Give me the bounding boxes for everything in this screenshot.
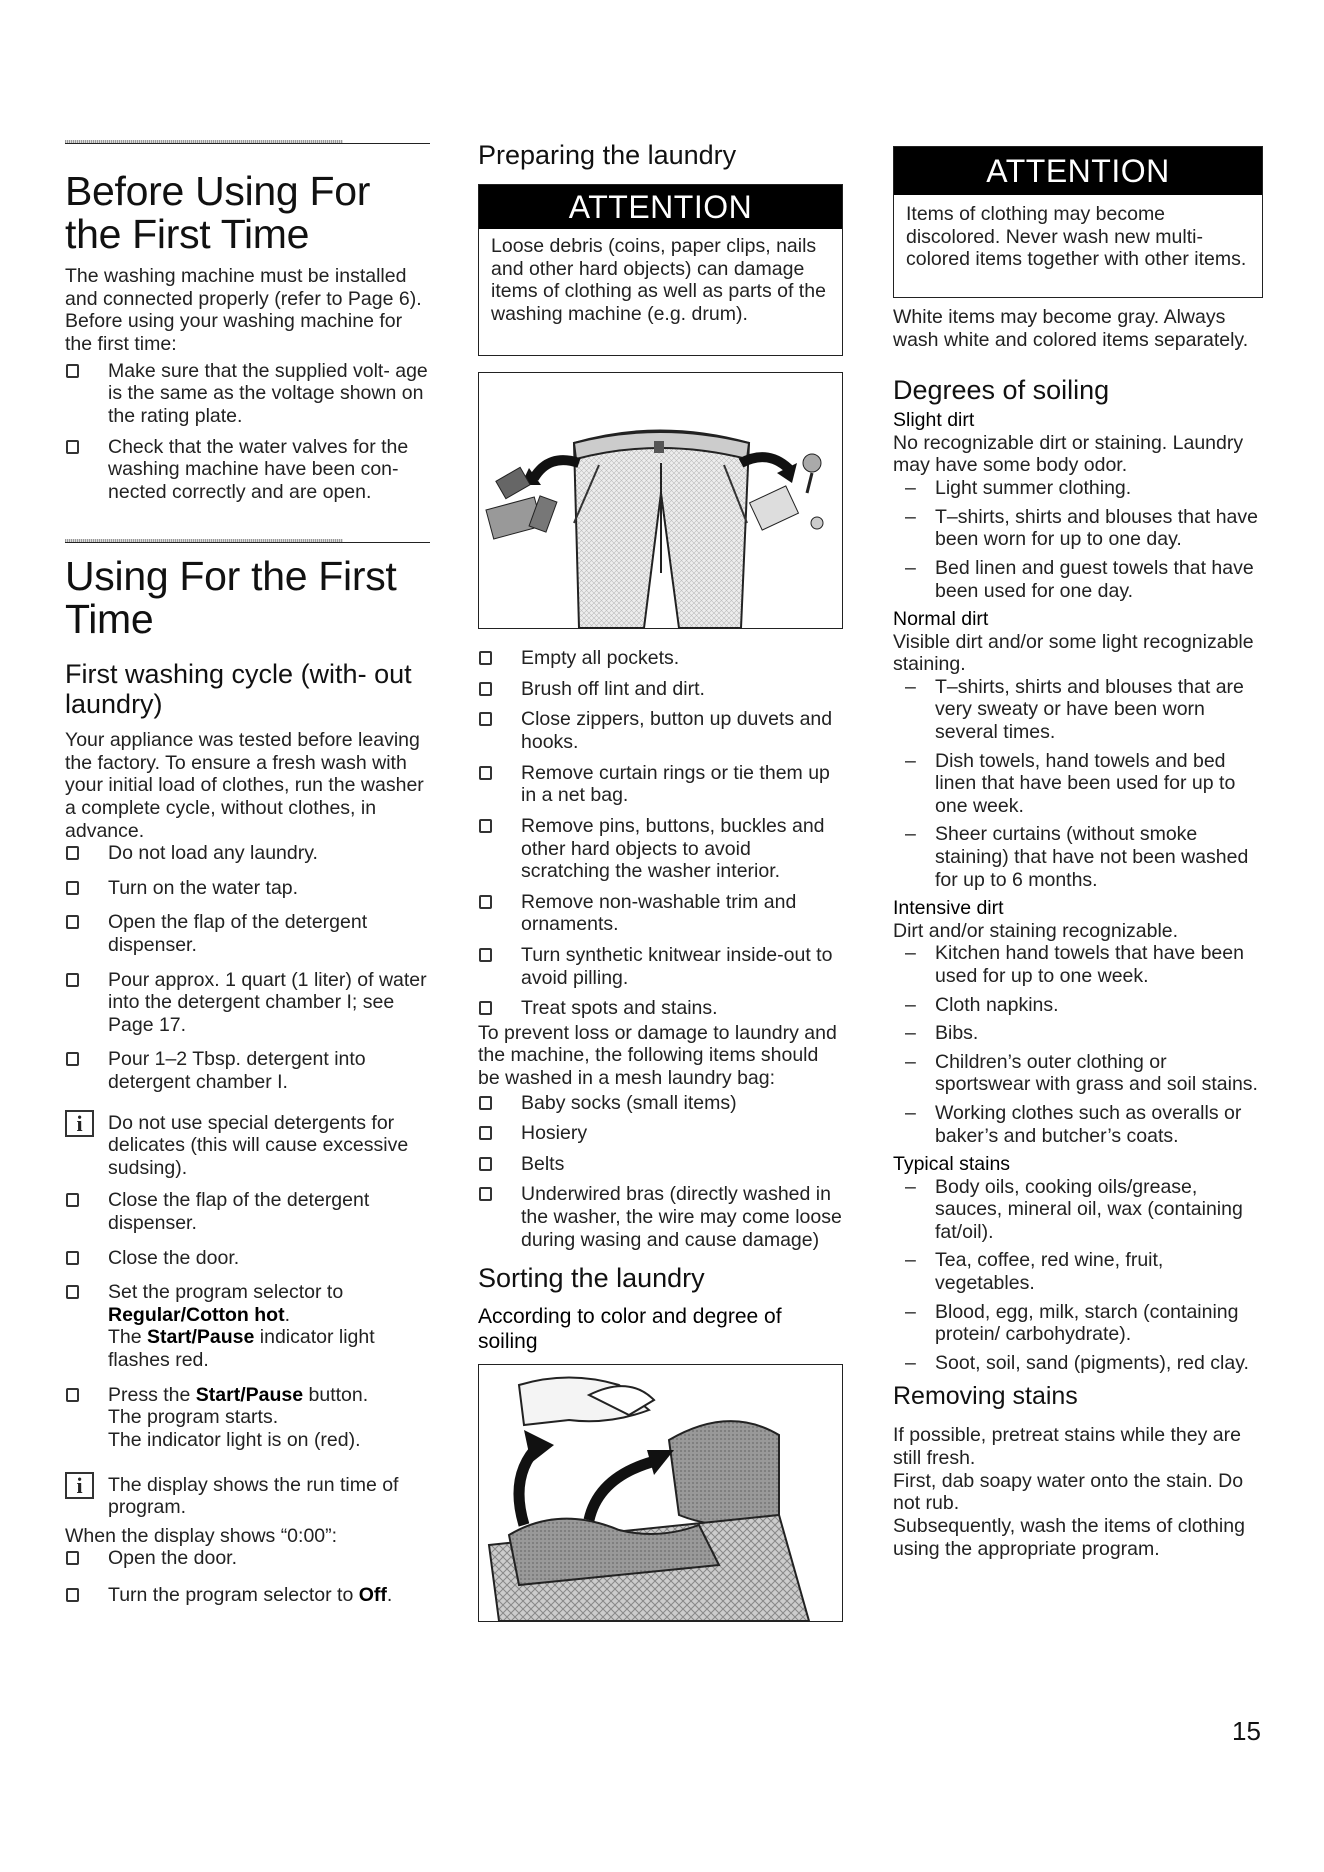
basket-illustration: [479, 1365, 842, 1621]
list-item: Remove pins, buttons, buckles and other hard objects to avoid scratching the washer interior.: [478, 815, 843, 883]
list-item: Hosiery: [478, 1122, 843, 1145]
list-item: Turn on the water tap.: [65, 877, 430, 900]
checkbox-icon: [66, 364, 79, 378]
checkbox-icon: [479, 819, 492, 833]
typical-list: [893, 1176, 1263, 1375]
checkbox-icon: [66, 846, 79, 860]
checkbox-icon: [66, 1193, 79, 1207]
checkbox-icon: [479, 1126, 492, 1140]
prep-list: [478, 647, 843, 1020]
degrees-title: Degrees of soiling: [893, 375, 1110, 406]
list-item: Check that the water valves for the washing machine have been con- nected correctly and are open.: [65, 436, 430, 504]
list-item: – T–shirts, shirts and blouses that are very sweaty or have been worn several times.: [905, 675, 1244, 743]
attention-header: ATTENTION: [894, 147, 1262, 195]
slight-paragraph: No recognizable dirt or staining. Laundry may have some body odor.: [893, 431, 1244, 477]
cycle-list-b: [65, 1189, 430, 1451]
checkbox-icon: [479, 1157, 492, 1171]
list-item: Turn synthetic knitwear inside-out to avoid pilling.: [478, 944, 843, 989]
section-rule: [65, 539, 430, 543]
list-item: – Light summer clothing.: [905, 477, 1132, 500]
info-icon: i: [65, 1110, 94, 1137]
list-item: Pour 1–2 Tbsp. detergent into detergent chamber I.: [65, 1048, 430, 1093]
section-rule: [65, 140, 430, 144]
list-item: Open the flap of the detergent dispenser.: [65, 911, 430, 956]
checkbox-icon: [479, 712, 492, 726]
list-item: Treat spots and stains.: [478, 997, 843, 1020]
checkbox-icon: [479, 1187, 492, 1201]
final-list: [65, 1547, 430, 1606]
attention-box: [478, 184, 843, 356]
list-item: – Soot, soil, sand (pigments), red clay.: [905, 1351, 1249, 1374]
checkbox-icon: [66, 881, 79, 895]
list-item: Belts: [478, 1153, 843, 1176]
before-paragraph-2: Before using your washing machine for the first time:: [65, 310, 403, 356]
cycle-paragraph: Your appliance was tested before leaving the factory. To ensure a fresh wash with your initial load of clothes, run the washer a complete cycle, without clothes, in advance.: [65, 729, 424, 842]
list-item: Baby socks (small items): [478, 1092, 843, 1115]
attention-text: Loose debris (coins, paper clips, nails and other hard objects) can damage items of clothing as well as parts of the washing machine (e.g. drum).: [491, 235, 826, 326]
checkbox-icon: [66, 973, 79, 987]
slight-list: [893, 477, 1263, 602]
typical-heading: Typical stains: [893, 1153, 1011, 1176]
checkbox-icon: [66, 1251, 79, 1265]
info-icon: i: [65, 1472, 94, 1499]
column-2: [478, 140, 843, 1622]
list-item: – Children’s outer clothing or sportswear with grass and soil stains.: [905, 1050, 1258, 1096]
normal-heading: Normal dirt: [893, 608, 989, 631]
checkbox-icon: [479, 1096, 492, 1110]
list-item: – Bibs.: [905, 1022, 979, 1045]
white-paragraph: White items may become gray. Always wash white and colored items separately.: [893, 306, 1249, 351]
cycle-list-a: [65, 842, 430, 1093]
list-item: – Kitchen hand towels that have been used for up to one week.: [905, 942, 1244, 987]
list-item: Pour approx. 1 quart (1 liter) of water into the detergent chamber I; see Page 17.: [65, 969, 430, 1037]
sort-subtitle: According to color and degree of soiling: [478, 1305, 782, 1353]
removing-paragraph-2: First, dab soapy water onto the stain. Do not rub.: [893, 1469, 1244, 1515]
pants-pockets-illustration: [478, 372, 843, 629]
checkbox-icon: [66, 1052, 79, 1066]
checkbox-icon: [479, 651, 492, 665]
list-item: – Cloth napkins.: [905, 993, 1059, 1016]
list-item: Turn the program selector to Off.: [65, 1584, 430, 1607]
before-list: [65, 360, 430, 504]
page-number: 15: [1232, 1716, 1261, 1746]
list-item: Close the door.: [65, 1247, 430, 1270]
checkbox-icon: [66, 1388, 79, 1402]
normal-paragraph: Visible dirt and/or some light recognizable staining.: [893, 630, 1254, 676]
laundry-basket-illustration: [478, 1364, 843, 1622]
list-item: Brush off lint and dirt.: [478, 678, 843, 701]
list-item: Underwired bras (directly washed in the washer, the wire may come loose during wasing and cause damage): [478, 1183, 843, 1251]
attention-text: Items of clothing may become discolored. Never wash new multi-colored items together with other items.: [906, 203, 1247, 271]
removing-paragraph-1: If possible, pretreat stains while they are still fresh.: [893, 1424, 1241, 1470]
cycle-title: First washing cycle (with- out laundry): [65, 658, 412, 719]
list-item: Make sure that the supplied volt- age is the same as the voltage shown on the rating plate.: [65, 360, 430, 428]
list-item: Open the door.: [65, 1547, 430, 1570]
list-item: Remove curtain rings or tie them up in a net bag.: [478, 762, 843, 807]
checkbox-icon: [479, 766, 492, 780]
attention-header: ATTENTION: [479, 185, 842, 229]
checkbox-icon: [479, 682, 492, 696]
list-item: Close the flap of the detergent dispenser.: [65, 1189, 430, 1234]
checkbox-icon: [479, 895, 492, 909]
checkbox-icon: [66, 1551, 79, 1565]
normal-list: [893, 676, 1263, 891]
before-paragraph-1: The washing machine must be installed and connected properly (refer to Page 6).: [65, 265, 422, 310]
list-item: – T–shirts, shirts and blouses that have been worn for up to one day.: [905, 505, 1258, 551]
list-item: – Blood, egg, milk, starch (containing protein/ carbohydrate).: [905, 1300, 1239, 1346]
info-note: i The display shows the run time of program.: [65, 1474, 430, 1519]
list-item: Empty all pockets.: [478, 647, 843, 670]
list-item: – Body oils, cooking oils/grease, sauces, mineral oil, wax (containing fat/oil).: [905, 1175, 1243, 1243]
sort-title: Sorting the laundry: [478, 1263, 705, 1294]
list-item: – Working clothes such as overalls or baker’s and butcher’s coats.: [905, 1101, 1242, 1147]
when-text: When the display shows “0:00”:: [65, 1524, 338, 1547]
intensive-heading: Intensive dirt: [893, 897, 1004, 920]
info-note: i Do not use special detergents for delicates (this will cause excessive sudsing).: [65, 1112, 430, 1180]
column-3: [893, 146, 1263, 1560]
list-item: – Bed linen and guest towels that have been used for one day.: [905, 556, 1254, 602]
checkbox-icon: [66, 440, 79, 454]
prep-title: Preparing the laundry: [478, 140, 737, 170]
list-item: Remove non-washable trim and ornaments.: [478, 891, 843, 936]
list-item: Close zippers, button up duvets and hooks.: [478, 708, 843, 753]
pants-illustration: [479, 373, 842, 628]
list-item: Set the program selector to Regular/Cotton hot. The Start/Pause indicator light flashes red.: [65, 1281, 430, 1371]
list-item: Press the Start/Pause button. The program starts. The indicator light is on (red).: [65, 1384, 430, 1452]
slight-heading: Slight dirt: [893, 409, 975, 432]
intensive-list: [893, 942, 1263, 1147]
using-title: Using For the First Time: [65, 553, 397, 642]
removing-title: Removing stains: [893, 1382, 1078, 1411]
removing-paragraph-3: Subsequently, wash the items of clothing using the appropriate program.: [893, 1514, 1245, 1560]
checkbox-icon: [66, 1588, 79, 1602]
list-item: – Dish towels, hand towels and bed linen that have been used for up to one week.: [905, 749, 1236, 817]
checkbox-icon: [479, 948, 492, 962]
mesh-list: [478, 1092, 843, 1252]
checkbox-icon: [479, 1001, 492, 1015]
list-item: – Sheer curtains (without smoke staining) that have not been washed for up to 6 months.: [905, 823, 1249, 891]
list-item: Do not load any laundry.: [65, 842, 430, 865]
mesh-paragraph: To prevent loss or damage to laundry and the machine, the following items should be washed in a mesh laundry bag:: [478, 1021, 837, 1089]
intensive-paragraph: Dirt and/or staining recognizable.: [893, 919, 1179, 942]
column-1: [65, 140, 430, 1613]
list-item: – Tea, coffee, red wine, fruit, vegetables.: [905, 1249, 1164, 1295]
before-title: Before Using For the First Time: [65, 168, 371, 257]
attention-box: [893, 146, 1263, 298]
checkbox-icon: [66, 915, 79, 929]
checkbox-icon: [66, 1285, 79, 1299]
